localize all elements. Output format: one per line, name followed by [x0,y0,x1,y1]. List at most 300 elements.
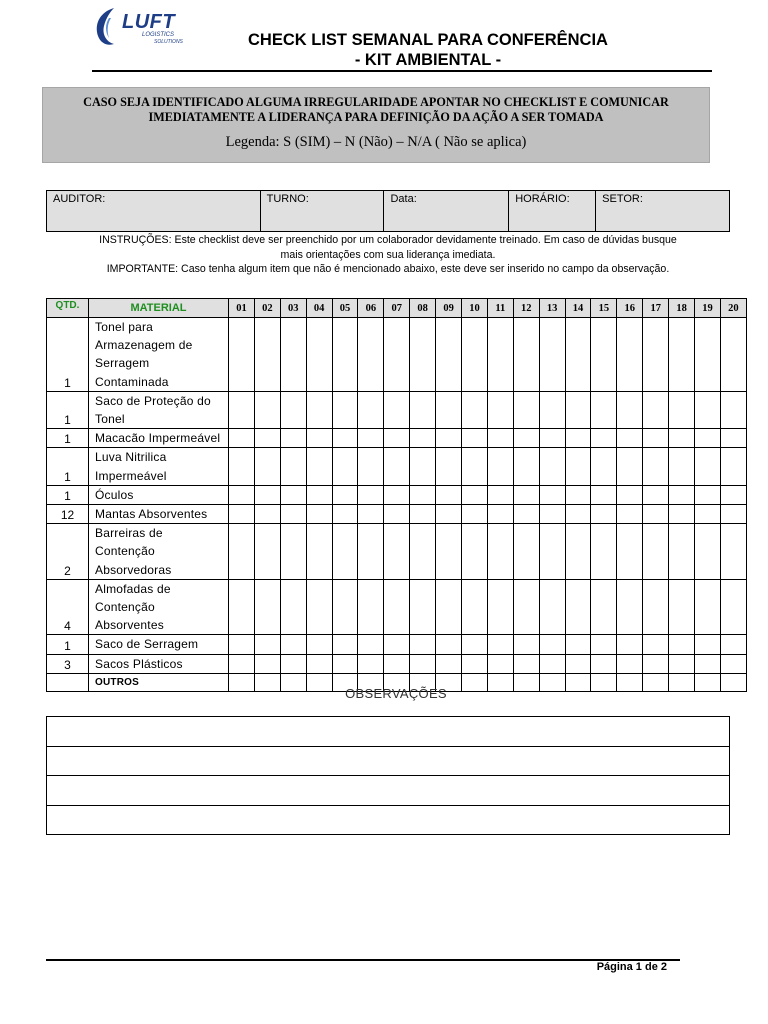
check-cell[interactable] [487,579,513,635]
instructions [46,233,730,277]
day-header-02: 02 [254,299,280,318]
check-cell[interactable] [384,429,410,448]
check-cell[interactable] [358,448,384,485]
check-cell[interactable] [643,579,669,635]
check-cell[interactable] [617,524,643,580]
check-cell[interactable] [565,579,591,635]
check-cell[interactable] [410,391,436,428]
check-cell[interactable] [720,524,746,580]
check-cell[interactable] [617,391,643,428]
check-cell[interactable] [462,524,488,580]
check-cell[interactable] [280,429,306,448]
check-cell[interactable] [306,318,332,392]
material-line: Macacão Impermeável [95,431,221,446]
table-row [47,485,747,504]
check-cell[interactable] [384,391,410,428]
day-header-12: 12 [513,299,539,318]
day-header-05: 05 [332,299,358,318]
check-cell[interactable] [280,391,306,428]
check-cell[interactable] [513,391,539,428]
check-cell[interactable] [643,448,669,485]
check-cell[interactable] [358,579,384,635]
check-cell[interactable] [617,429,643,448]
check-cell[interactable] [332,579,358,635]
material-header: MATERIAL [89,299,229,318]
check-cell[interactable] [591,318,617,392]
title-line-2: - KIT AMBIENTAL - [354,51,502,69]
check-cell[interactable] [513,505,539,524]
check-cell[interactable] [280,579,306,635]
material-line: Saco de Proteção do [95,393,211,408]
check-cell[interactable] [358,635,384,654]
material-cell [89,635,229,654]
document-title [180,30,676,70]
check-cell[interactable] [513,635,539,654]
legend-text: Legenda: S (SIM) – N (Não) – N/A ( Não se aplica) [225,134,527,150]
table-row [47,524,747,580]
check-cell[interactable] [695,524,721,580]
check-cell[interactable] [643,635,669,654]
qty-cell: 1 [47,391,89,428]
check-cell[interactable] [539,448,565,485]
checklist-header-row [47,299,747,318]
material-line: Sacos Plásticos [95,656,183,671]
check-cell[interactable] [617,448,643,485]
check-cell[interactable] [332,448,358,485]
check-cell[interactable] [384,635,410,654]
day-header-06: 06 [358,299,384,318]
qty-cell: 12 [47,505,89,524]
check-cell[interactable] [539,485,565,504]
check-cell[interactable] [720,448,746,485]
check-cell[interactable] [565,429,591,448]
material-line: Contenção [95,544,155,559]
logo-tagline: LOGISTICS [142,32,175,38]
check-cell[interactable] [462,654,488,673]
logo-subtagline: SOLUTIONS [154,39,183,45]
check-cell[interactable] [462,635,488,654]
check-cell[interactable] [229,318,255,392]
check-cell[interactable] [436,635,462,654]
check-cell[interactable] [591,579,617,635]
check-cell[interactable] [617,635,643,654]
check-cell[interactable] [306,635,332,654]
material-cell [89,654,229,673]
check-cell[interactable] [695,391,721,428]
day-header-08: 08 [410,299,436,318]
check-cell[interactable] [229,448,255,485]
check-cell[interactable] [669,654,695,673]
check-cell[interactable] [487,391,513,428]
table-row [47,391,747,428]
check-cell[interactable] [643,654,669,673]
check-cell[interactable] [695,448,721,485]
day-header-04: 04 [306,299,332,318]
check-cell[interactable] [410,485,436,504]
table-row [47,654,747,673]
check-cell[interactable] [565,635,591,654]
material-line: Óculos [95,487,134,502]
material-cell [89,485,229,504]
instructions-line-1: INSTRUÇÕES: Este checklist deve ser preenchido por um colaborador devidamente treinado. Em caso de dúvidas busque [99,234,677,246]
check-cell[interactable] [539,635,565,654]
check-cell[interactable] [410,524,436,580]
check-cell[interactable] [332,391,358,428]
notice-text: CASO SEJA IDENTIFICADO ALGUMA IRREGULARIDADE APONTAR NO CHECKLIST E COMUNICAR IMEDIATAMENTE A LIDERANÇA PARA DEFINIÇÃO DA AÇÃO A SER TOMADA [83,95,669,124]
check-cell[interactable] [332,485,358,504]
qty-cell: 2 [47,524,89,580]
check-cell[interactable] [229,485,255,504]
check-cell[interactable] [306,505,332,524]
check-cell[interactable] [410,318,436,392]
check-cell[interactable] [720,429,746,448]
check-cell[interactable] [487,485,513,504]
observation-line[interactable] [47,746,730,776]
material-line: Serragem [95,356,150,371]
check-cell[interactable] [487,318,513,392]
check-cell[interactable] [462,579,488,635]
check-cell[interactable] [332,318,358,392]
check-cell[interactable] [617,579,643,635]
check-cell[interactable] [229,505,255,524]
logo-wordmark: LUFT [122,11,176,33]
check-cell[interactable] [410,448,436,485]
material-line: Impermeável [95,468,167,483]
check-cell[interactable] [254,635,280,654]
qty-cell: 4 [47,579,89,635]
material-line: Almofadas de [95,581,171,596]
check-cell[interactable] [436,318,462,392]
check-cell[interactable] [720,505,746,524]
check-cell[interactable] [384,318,410,392]
check-cell[interactable] [539,391,565,428]
check-cell[interactable] [539,318,565,392]
check-cell[interactable] [229,579,255,635]
check-cell[interactable] [539,654,565,673]
check-cell[interactable] [643,429,669,448]
check-cell[interactable] [462,429,488,448]
check-cell[interactable] [332,635,358,654]
check-cell[interactable] [384,654,410,673]
check-cell[interactable] [643,505,669,524]
check-cell[interactable] [462,391,488,428]
check-cell[interactable] [487,429,513,448]
day-header-14: 14 [565,299,591,318]
observation-line[interactable] [47,717,730,747]
check-cell[interactable] [254,429,280,448]
table-row [47,448,747,485]
check-cell[interactable] [643,485,669,504]
check-cell[interactable] [229,524,255,580]
table-row [47,318,747,392]
table-row [47,505,747,524]
check-cell[interactable] [462,318,488,392]
material-line: Luva Nitrilica [95,450,167,465]
check-cell[interactable] [410,505,436,524]
check-cell[interactable] [306,429,332,448]
check-cell[interactable] [487,654,513,673]
check-cell[interactable] [436,579,462,635]
check-cell[interactable] [669,579,695,635]
check-cell[interactable] [436,485,462,504]
check-cell[interactable] [643,391,669,428]
check-cell[interactable] [591,448,617,485]
check-cell[interactable] [384,485,410,504]
qty-cell: 1 [47,429,89,448]
check-cell[interactable] [720,654,746,673]
check-cell[interactable] [306,448,332,485]
check-cell[interactable] [565,505,591,524]
check-cell[interactable] [617,485,643,504]
check-cell[interactable] [358,318,384,392]
check-cell[interactable] [332,654,358,673]
check-cell[interactable] [254,485,280,504]
horario-field[interactable]: HORÁRIO: [509,191,596,232]
check-cell[interactable] [513,524,539,580]
check-cell[interactable] [513,318,539,392]
check-cell[interactable] [695,485,721,504]
day-header-03: 03 [280,299,306,318]
day-header-09: 09 [436,299,462,318]
check-cell[interactable] [643,524,669,580]
check-cell[interactable] [591,391,617,428]
check-cell[interactable] [591,485,617,504]
check-cell[interactable] [591,654,617,673]
check-cell[interactable] [617,654,643,673]
check-cell[interactable] [695,318,721,392]
check-cell[interactable] [410,654,436,673]
title-line-1: CHECK LIST SEMANAL PARA CONFERÊNCIA [248,31,608,49]
check-cell[interactable] [720,391,746,428]
check-cell[interactable] [617,318,643,392]
check-cell[interactable] [358,505,384,524]
day-header-19: 19 [695,299,721,318]
material-line: Barreiras de [95,526,163,541]
material-cell [89,505,229,524]
material-line: Armazenagem de [95,338,193,353]
check-cell[interactable] [436,391,462,428]
material-line: OUTROS [95,676,139,688]
day-header-20: 20 [720,299,746,318]
material-line: Absorventes [95,618,164,633]
check-cell[interactable] [254,654,280,673]
luft-swoosh-icon [92,6,122,48]
setor-field[interactable]: SETOR: [596,191,730,232]
check-cell[interactable] [280,448,306,485]
check-cell[interactable] [487,448,513,485]
observations-title: OBSERVAÇÕES [345,686,447,701]
check-cell[interactable] [695,654,721,673]
check-cell[interactable] [410,635,436,654]
check-cell[interactable] [695,635,721,654]
check-cell[interactable] [306,485,332,504]
check-cell[interactable] [358,429,384,448]
material-line: Tonel para [95,320,154,334]
check-cell[interactable] [643,318,669,392]
check-cell[interactable] [254,391,280,428]
check-cell[interactable] [358,654,384,673]
turno-field[interactable]: TURNO: [260,191,384,232]
check-cell[interactable] [669,524,695,580]
check-cell[interactable] [565,448,591,485]
check-cell[interactable] [229,391,255,428]
check-cell[interactable] [669,391,695,428]
check-cell[interactable] [254,505,280,524]
check-cell[interactable] [254,579,280,635]
check-cell[interactable] [695,579,721,635]
material-cell [89,391,229,428]
check-cell[interactable] [591,429,617,448]
check-cell[interactable] [617,505,643,524]
auditor-field[interactable]: AUDITOR: [47,191,261,232]
check-cell[interactable] [720,485,746,504]
check-cell[interactable] [591,635,617,654]
check-cell[interactable] [280,505,306,524]
check-cell[interactable] [565,318,591,392]
check-cell[interactable] [280,635,306,654]
check-cell[interactable] [669,318,695,392]
check-cell[interactable] [436,654,462,673]
check-cell[interactable] [436,505,462,524]
day-header-10: 10 [462,299,488,318]
check-cell[interactable] [539,524,565,580]
check-cell[interactable] [436,429,462,448]
check-cell[interactable] [410,429,436,448]
check-cell[interactable] [332,524,358,580]
instructions-line-3: IMPORTANTE: Caso tenha algum item que não é mencionado abaixo, este deve ser inserido no campo da observação. [106,263,670,275]
check-cell[interactable] [358,485,384,504]
check-cell[interactable] [384,579,410,635]
check-cell[interactable] [513,579,539,635]
notice-box [42,87,710,163]
checklist-table [46,298,747,692]
check-cell[interactable] [720,579,746,635]
table-row [47,429,747,448]
check-cell[interactable] [280,318,306,392]
check-cell[interactable] [720,635,746,654]
check-cell[interactable] [539,579,565,635]
qty-header: QTD. [47,299,89,318]
day-header-01: 01 [229,299,255,318]
check-cell[interactable] [332,505,358,524]
qty-cell: 1 [47,318,89,392]
check-cell[interactable] [513,429,539,448]
check-cell[interactable] [306,524,332,580]
check-cell[interactable] [487,505,513,524]
check-cell[interactable] [565,391,591,428]
check-cell[interactable] [513,654,539,673]
check-cell[interactable] [384,505,410,524]
check-cell[interactable] [565,524,591,580]
title-divider [92,70,712,72]
check-cell[interactable] [280,485,306,504]
check-cell[interactable] [306,391,332,428]
observation-row [47,746,730,776]
day-header-11: 11 [487,299,513,318]
check-cell[interactable] [384,524,410,580]
observation-line[interactable] [47,776,730,806]
qty-cell: 1 [47,635,89,654]
material-cell [89,318,229,392]
check-cell[interactable] [254,318,280,392]
material-cell [89,579,229,635]
check-cell[interactable] [358,524,384,580]
table-row [47,579,747,635]
check-cell[interactable] [539,429,565,448]
check-cell[interactable] [565,654,591,673]
day-header-17: 17 [643,299,669,318]
check-cell[interactable] [229,654,255,673]
check-cell[interactable] [669,635,695,654]
observation-row [47,805,730,835]
check-cell[interactable] [384,448,410,485]
check-cell[interactable] [229,635,255,654]
check-cell[interactable] [229,429,255,448]
check-cell[interactable] [720,318,746,392]
check-cell[interactable] [669,505,695,524]
check-cell[interactable] [254,524,280,580]
check-cell[interactable] [695,505,721,524]
check-cell[interactable] [306,654,332,673]
check-cell[interactable] [669,485,695,504]
material-cell [89,448,229,485]
day-header-16: 16 [617,299,643,318]
check-cell[interactable] [513,448,539,485]
check-cell[interactable] [487,524,513,580]
qty-cell: 3 [47,654,89,673]
data-field[interactable]: Data: [384,191,509,232]
check-cell[interactable] [669,429,695,448]
check-cell[interactable] [513,485,539,504]
check-cell[interactable] [358,391,384,428]
material-line: Absorvedoras [95,562,172,577]
observation-line[interactable] [47,805,730,835]
day-header-07: 07 [384,299,410,318]
check-cell[interactable] [280,654,306,673]
check-cell[interactable] [591,524,617,580]
check-cell[interactable] [280,524,306,580]
check-cell[interactable] [539,505,565,524]
check-cell[interactable] [332,429,358,448]
check-cell[interactable] [669,448,695,485]
check-cell[interactable] [695,429,721,448]
check-cell[interactable] [254,448,280,485]
info-fields-table [46,190,730,232]
check-cell[interactable] [306,579,332,635]
day-header-15: 15 [591,299,617,318]
check-cell[interactable] [436,448,462,485]
check-cell[interactable] [462,485,488,504]
observations-table [46,716,730,835]
material-cell [89,524,229,580]
qty-cell: 1 [47,485,89,504]
qty-cell: 1 [47,448,89,485]
instructions-line-2: mais orientações com sua liderança imediata. [280,248,496,261]
check-cell[interactable] [487,635,513,654]
day-header-13: 13 [539,299,565,318]
material-cell [89,429,229,448]
material-line: Contaminada [95,374,169,389]
check-cell[interactable] [591,505,617,524]
check-cell[interactable] [410,579,436,635]
check-cell[interactable] [436,524,462,580]
check-cell[interactable] [462,505,488,524]
check-cell[interactable] [565,485,591,504]
check-cell[interactable] [462,448,488,485]
page-number: Página 1 de 2 [596,961,667,973]
material-line: Mantas Absorventes [95,507,208,522]
company-logo [92,6,182,48]
